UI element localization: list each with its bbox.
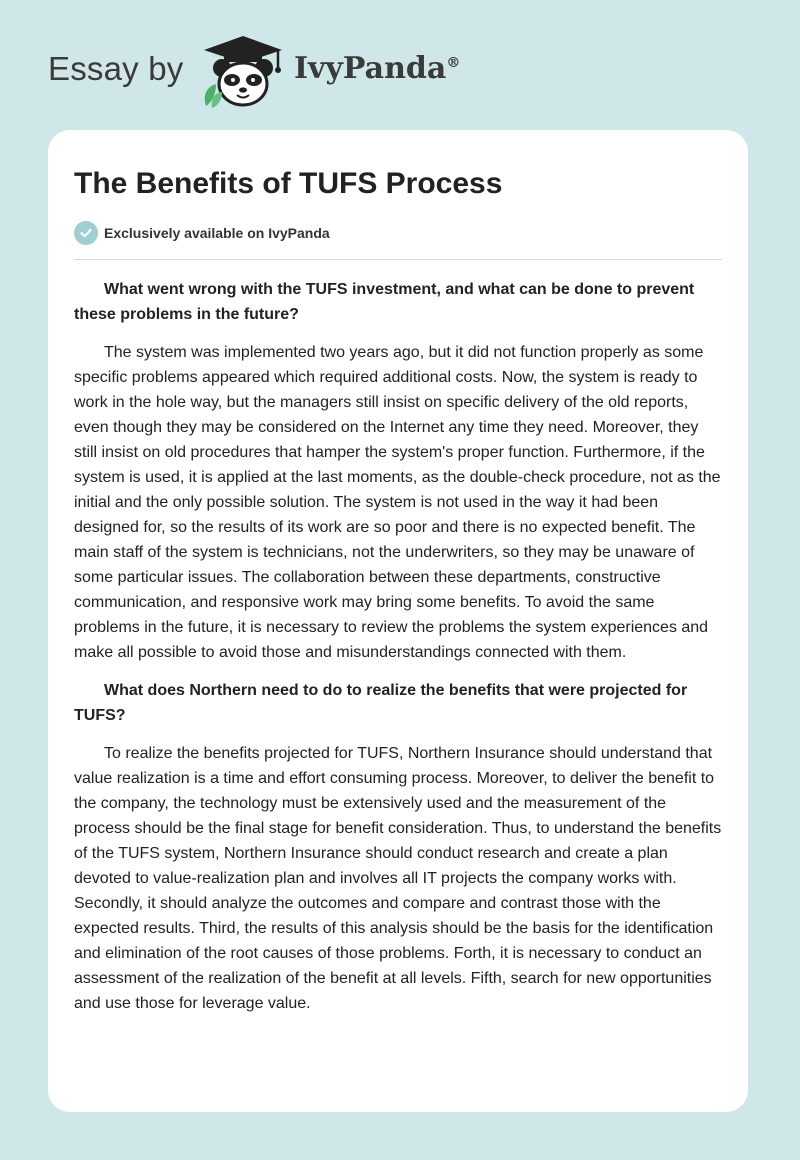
- answer-1: The system was implemented two years ago, but it did not function properly as some specific problems appeared which required additional costs. Now, the system is ready to work in the hole way, but the managers still insist on specific delivery of the old reports, even though they may be considered on the Internet any time they need. Moreover, they still insist on old procedures that hamper the system's proper function. Furthermore, if the system is used, it is applied at the last moments, as the double-check procedure, not as the initial and the only possible solution. The system is not used in the way it had been designed for, so the results of its work are so poor and there is no expected benefit. The main staff of the system is technicians, not the underwriters, so they may be unaware of some particular issues. The collaboration between these departments, constructive communication, and responsive work may bring some benefits. To avoid the same problems in the future, it is necessary to review the problems the system experiences and make all possible to avoid those and misunderstandings connected with them.: [74, 344, 721, 661]
- site-header: [0, 0, 800, 130]
- essay-card: [48, 130, 748, 1112]
- essay-by-label: Essay by: [48, 50, 184, 87]
- divider: [74, 259, 722, 260]
- exclusive-badge: [74, 221, 722, 245]
- check-icon: [74, 221, 98, 245]
- question-2: What does Northern need to do to realize the benefits that were projected for TUFS?: [74, 682, 688, 724]
- panda-logo-icon[interactable]: [198, 34, 288, 108]
- registered-mark: ®: [446, 55, 461, 71]
- page-title: The Benefits of TUFS Process: [74, 167, 503, 200]
- question-1: What went wrong with the TUFS investment, and what can be done to prevent these problems in the future?: [74, 281, 695, 323]
- answer-2: To realize the benefits projected for TUFS, Northern Insurance should understand that value realization is a time and effort consuming process. Moreover, to deliver the benefit to the company, the technology must be extensively used and the measurement of the process should be the final stage for benefit consideration. Thus, to understand the benefits of the TUFS system, Northern Insurance should conduct research and create a plan devoted to value-realization plan and involves all IT projects the company works with. Secondly, it should analyze the outcomes and compare and contrast those with the expected results. Third, the results of this analysis should be the basis for the identification and elimination of the root causes of those problems. Forth, it is necessary to conduct an assessment of the realization of the benefit at all levels. Fifth, search for new opportunities and use those for leverage value.: [74, 745, 722, 1012]
- essay-body: [74, 277, 722, 1016]
- brand-name[interactable]: IvyPanda®: [294, 51, 461, 86]
- exclusive-label: Exclusively available on IvyPanda: [104, 225, 330, 241]
